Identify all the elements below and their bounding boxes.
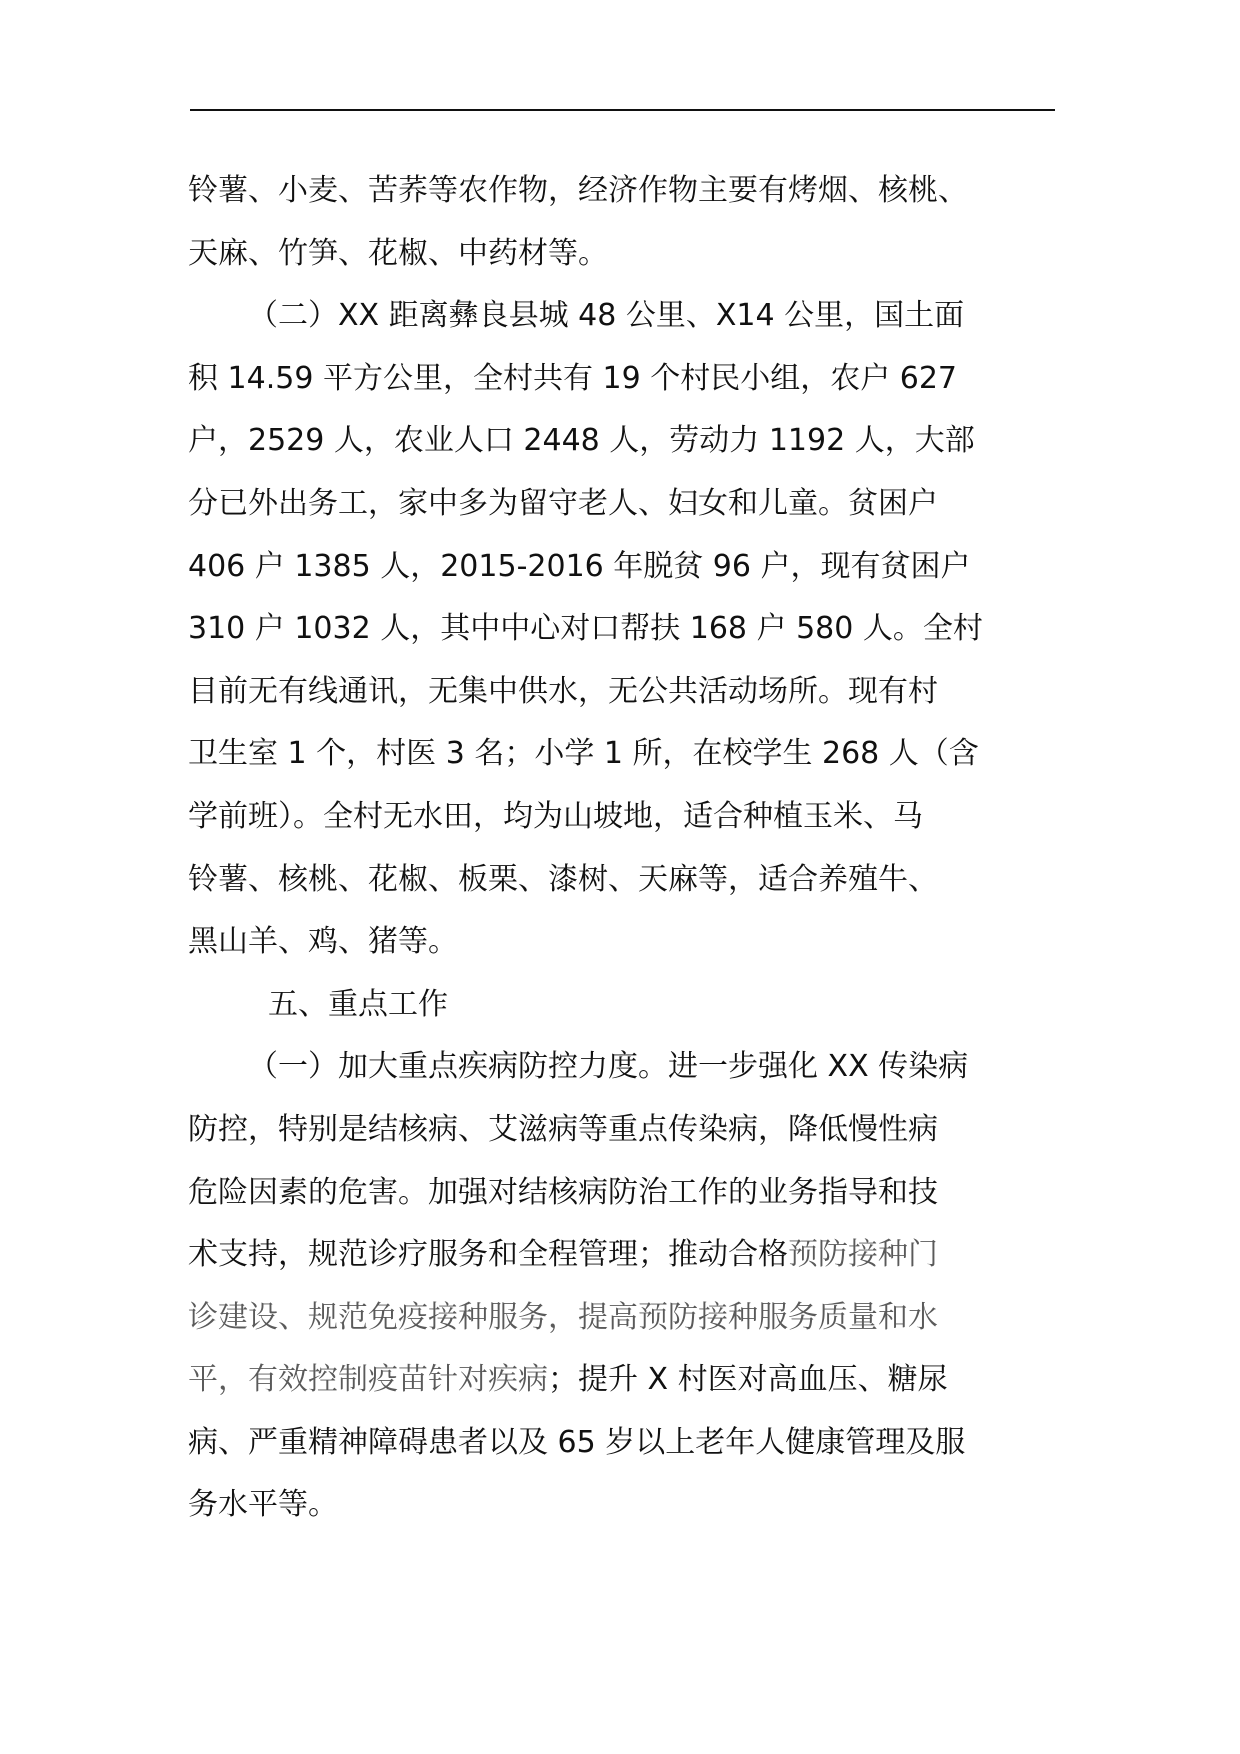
text-line: 户，2529 人，农业人口 2448 人，劳动力 1192 人，大部 [188,423,975,459]
text-line: 积 14.59 平方公里，全村共有 19 个村民小组，农户 627 [188,360,957,396]
text-line-mixed [188,1224,1060,1287]
text-line: 铃薯、核桃、花椒、板栗、漆树、天麻等，适合养殖牛、 [188,861,938,897]
text-line: 病、严重精神障碍患者以及 65 岁以上老年人健康管理及服 [188,1424,966,1460]
text-line: 危险因素的危害。加强对结核病防治工作的业务指导和技 [188,1174,938,1210]
text-segment-gray: 预防接种门 [788,1237,938,1273]
text-line: 铃薯、小麦、苦荞等农作物，经济作物主要有烤烟、核桃、 [188,173,968,208]
text-line: 目前无有线通讯，无集中供水，无公共活动场所。现有村 [188,673,938,709]
document-body [188,160,1060,1537]
paragraph-start: （二）XX 距离彝良县城 48 公里、X14 公里，国土面 [248,298,965,334]
text-segment: 术支持，规范诊疗服务和全程管理；推动合格 [188,1237,788,1273]
header-rule [190,109,1055,111]
text-line: 分已外出务工，家中多为留守老人、妇女和儿童。贫困户 [188,485,938,521]
text-segment: ；提升 X 村医对高血压、糖尿 [548,1362,948,1398]
text-line: 防控，特别是结核病、艾滋病等重点传染病，降低慢性病 [188,1111,938,1147]
paragraph-start: （一）加大重点疾病防控力度。进一步强化 XX 传染病 [248,1049,969,1085]
text-segment-gray: 平，有效控制疫苗针对疾病 [188,1362,548,1398]
text-line: 406 户 1385 人，2015-2016 年脱贫 96 户，现有贫困户 [188,548,971,584]
text-line: 务水平等。 [188,1487,338,1523]
text-line: 310 户 1032 人，其中中心对口帮扶 168 户 580 人。全村 [188,611,983,647]
text-line: 学前班）。全村无水田，均为山坡地，适合种植玉米、马 [188,798,923,834]
text-line: 卫生室 1 个，村医 3 名；小学 1 所，在校学生 268 人（含 [188,736,979,772]
text-line: 天麻、竹笋、花椒、中药材等。 [188,235,608,271]
text-line: 黑山羊、鸡、猪等。 [188,924,458,960]
section-heading: 五、重点工作 [268,986,448,1022]
text-line-mixed [188,1349,1060,1412]
text-line-gray: 诊建设、规范免疫接种服务，提高预防接种服务质量和水 [188,1299,938,1335]
